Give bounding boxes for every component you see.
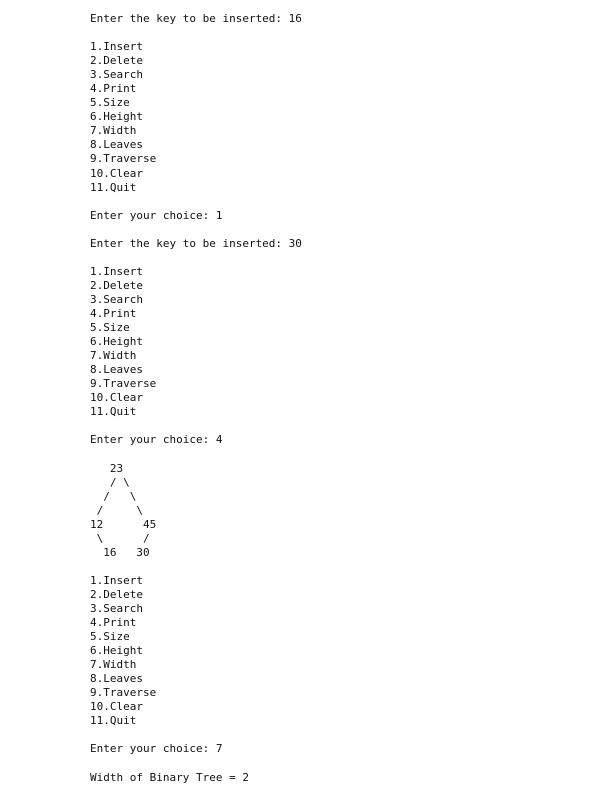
console-line: 11.Quit: [90, 180, 137, 194]
console-line: 2.Delete: [90, 54, 143, 68]
console-blank-line: [90, 195, 590, 209]
console-line: 8.Leaves: [90, 138, 143, 152]
console-line: 11.Quit: [90, 405, 137, 419]
console-line: 1.Insert: [90, 264, 143, 278]
console-line: 5.Size: [90, 630, 130, 644]
console-line: / \: [90, 475, 130, 489]
console-blank-line: [90, 223, 590, 237]
console-line: 10.Clear: [90, 700, 143, 714]
console-line: 23: [90, 461, 124, 475]
console-line: 16 30: [90, 545, 150, 559]
console-line: 4.Print: [90, 82, 137, 96]
console-line: 3.Search: [90, 292, 143, 306]
console-line: Enter the key to be inserted: 30: [90, 236, 302, 250]
console-line: 4.Print: [90, 306, 137, 320]
console-line: \ /: [90, 531, 150, 545]
console-line: 2.Delete: [90, 587, 143, 601]
console-line: 8.Leaves: [90, 363, 143, 377]
console-line: / \: [90, 489, 137, 503]
console-blank-line: [90, 419, 590, 433]
console-line: 6.Height: [90, 110, 143, 124]
console-line: 11.Quit: [90, 714, 137, 728]
console-blank-line: [90, 447, 590, 461]
console-blank-line: [90, 756, 590, 770]
console-output: [90, 12, 590, 785]
console-line: 5.Size: [90, 96, 130, 110]
console-blank-line: [90, 26, 590, 40]
console-line: 1.Insert: [90, 573, 143, 587]
console-line: Enter the key to be inserted: 16: [90, 12, 302, 25]
console-line: 9.Traverse: [90, 377, 157, 391]
console-line: / \: [90, 503, 143, 517]
console-blank-line: [90, 251, 590, 265]
console-line: 3.Search: [90, 68, 143, 82]
console-line: 2.Delete: [90, 278, 143, 292]
console-line: 1.Insert: [90, 40, 143, 54]
console-line: 9.Traverse: [90, 152, 157, 166]
console-line: 7.Width: [90, 124, 137, 138]
console-line: 10.Clear: [90, 166, 143, 180]
console-line: 4.Print: [90, 616, 137, 630]
console-line: 7.Width: [90, 349, 137, 363]
console-line: Enter your choice: 7: [90, 742, 223, 756]
console-line: 5.Size: [90, 321, 130, 335]
console-line: 6.Height: [90, 335, 143, 349]
console-line: 3.Search: [90, 601, 143, 615]
console-line: Width of Binary Tree = 2: [90, 770, 249, 784]
console-line: 10.Clear: [90, 391, 143, 405]
console-line: 7.Width: [90, 658, 137, 672]
console-line: 6.Height: [90, 644, 143, 658]
console-line: 8.Leaves: [90, 672, 143, 686]
console-line: 9.Traverse: [90, 686, 157, 700]
console-blank-line: [90, 560, 590, 574]
console-line: Enter your choice: 1: [90, 208, 223, 222]
console-line: Enter your choice: 4: [90, 433, 223, 447]
console-blank-line: [90, 728, 590, 742]
console-line: 12 45: [90, 517, 157, 531]
